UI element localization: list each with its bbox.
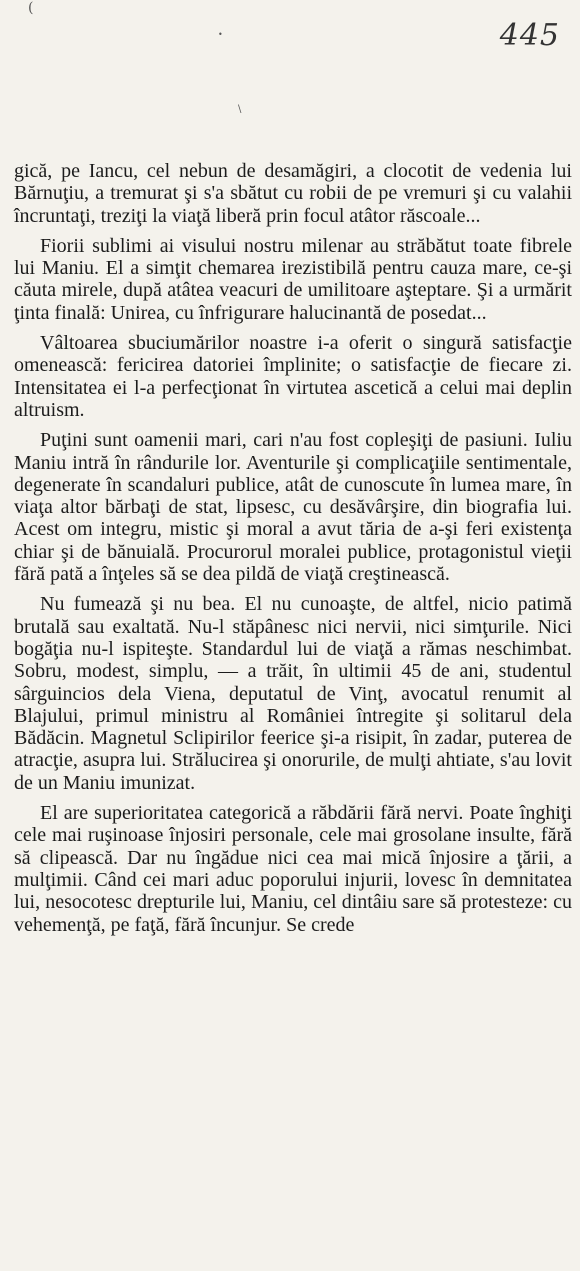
scan-artifact-dot: • [218, 30, 223, 39]
article-body [14, 160, 572, 936]
paragraph-3: Vâltoarea sbuciumărilor noastre i-a oferit o singură satisfacţie omenească: fericirea datoriei împlinite; o satisfacţie de fiecare zi. Intensitatea ei l-a perfecţionat în virtutea ascetică a celui mai deplin altruism. [14, 332, 572, 421]
scan-artifact-tick: \ [238, 104, 242, 115]
paragraph-5: Nu fumează şi nu bea. El nu cunoaşte, de altfel, nicio patimă brutală sau exaltată. Nu-l stăpânesc nici nervii, nici simţurile. Nici bogăţia nu-l ispiteşte. Standardul lui de viaţă a rămas neschimbat. Sobru, modest, simplu, — a trăit, în ultimii 45 de ani, studentul sârguincios dela Viena, deputatul de Vinţ, avocatul renumit al Blajului, primul ministru al României întregite şi solitarul dela Bădăcin. Magnetul Sclipirilor feerice şi-a risipit, în zadar, puterea de atracţie, asupra lui. Strălucirea şi onorurile, de mulţi ahtiate, s'au lovit de un Maniu imunizat. [14, 593, 572, 794]
paragraph-6: El are superioritatea categorică a răbdării fără nervi. Poate înghiţi cele mai ruşinoase înjosiri personale, cele mai grosolane insulte, fără să clipească. Dar nu îngădue nici cea mai mică înjosire a ţării, a mulţimii. Când cei mari aduc poporului injurii, lovesc în demnitatea lui, nesocotesc drepturile lui, Maniu, cel dintâiu sare să protesteze: cu vehemenţă, pe faţă, fără încunjur. Se crede [14, 802, 572, 936]
paragraph-4: Puţini sunt oamenii mari, cari n'au fost copleşiţi de pasiuni. Iuliu Maniu intră în rândurile lor. Aventurile şi complicaţiile sentimentale, degenerate în scandaluri publice, atât de cunoscute în lumea mare, în viaţa altor bărbaţi de stat, lipsesc, cu desăvârşire, din biografia lui. Acest om integru, mistic şi moral a avut tăria de a-şi feri existenţa chiar şi de bănuială. Procurorul moralei publice, protagonistul vieţii fără pată a înţeles să se dea pildă de viaţă creştinească. [14, 429, 572, 586]
paragraph-1: gică, pe Iancu, cel nebun de desamăgiri, a clocotit de vedenia lui Bărnuţiu, a tremurat şi s'a sbătut cu robii de pe vremuri şi cu valahii încruntaţi, treziţi la viaţă liberă prin focul atâtor răscoale... [14, 160, 572, 227]
page-number: 445 [499, 18, 560, 53]
scan-artifact-mark: ( [28, 0, 34, 16]
paragraph-2: Fiorii sublimi ai visului nostru milenar au străbătut toate fibrele lui Maniu. El a simţit chemarea irezistibilă pentru cauza mare, ce-şi căuta mirele, după atâtea veacuri de umilitoare aşteptare. Şi a urmărit ţinta finală: Unirea, cu înfrigurare halucinantă de posedat... [14, 234, 572, 324]
